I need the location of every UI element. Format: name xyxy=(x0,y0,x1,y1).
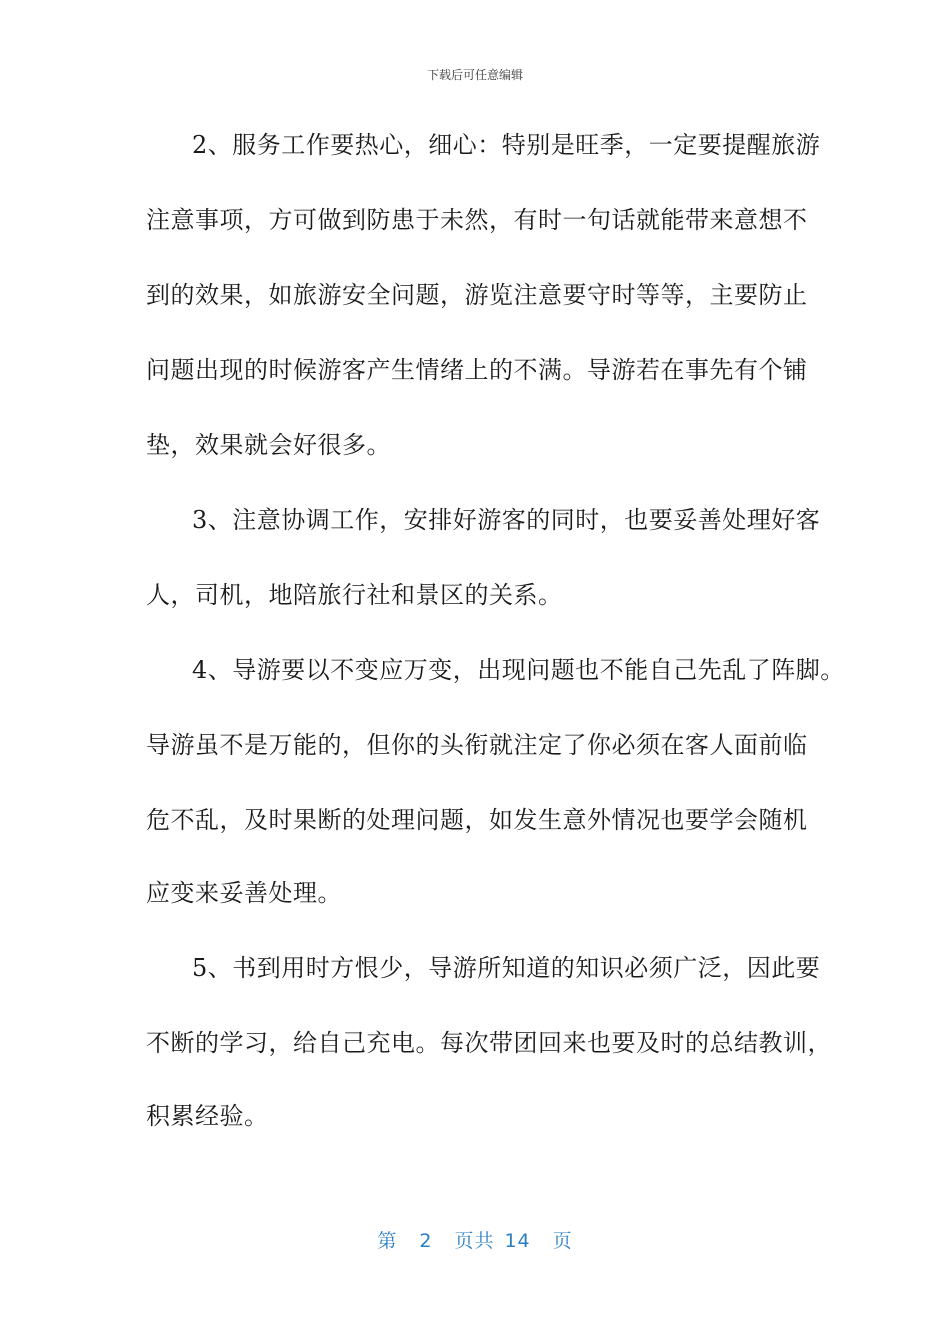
paragraph-line: 5、书到用时方恨少，导游所知道的知识必须广泛，因此要 xyxy=(192,954,821,982)
paragraph-line: 到的效果，如旅游安全问题，游览注意要守时等等，主要防止 xyxy=(146,281,808,309)
paragraph-line: 垫，效果就会好很多。 xyxy=(146,431,391,459)
page-number-footer xyxy=(0,1226,950,1253)
paragraph-line: 积累经验。 xyxy=(146,1102,269,1130)
footer-total-pages: 14 xyxy=(504,1230,531,1252)
paragraph-line: 导游虽不是万能的，但你的头衔就注定了你必须在客人面前临 xyxy=(146,731,808,759)
paragraph-line: 应变来妥善处理。 xyxy=(146,879,342,907)
page-header-note: 下载后可任意编辑 xyxy=(426,68,523,82)
footer-current-page: 2 xyxy=(419,1230,433,1252)
paragraph-line: 不断的学习，给自己充电。每次带团回来也要及时的总结教训， xyxy=(146,1029,832,1057)
paragraph-line: 危不乱，及时果断的处理问题，如发生意外情况也要学会随机 xyxy=(146,806,808,834)
footer-prefix: 第 xyxy=(377,1230,398,1252)
paragraph-line: 注意事项，方可做到防患于未然，有时一句话就能带来意想不 xyxy=(146,206,808,234)
footer-suffix: 页 xyxy=(552,1230,573,1252)
paragraph-line: 问题出现的时候游客产生情绪上的不满。导游若在事先有个铺 xyxy=(146,356,808,384)
paragraph-line: 4、导游要以不变应万变，出现问题也不能自己先乱了阵脚。 xyxy=(192,656,845,684)
paragraph-line: 2、服务工作要热心，细心：特别是旺季，一定要提醒旅游 xyxy=(192,131,821,159)
footer-middle: 页共 xyxy=(454,1230,495,1252)
paragraph-line: 3、注意协调工作，安排好游客的同时，也要妥善处理好客 xyxy=(192,506,821,534)
paragraph-line: 人，司机，地陪旅行社和景区的关系。 xyxy=(146,581,563,609)
